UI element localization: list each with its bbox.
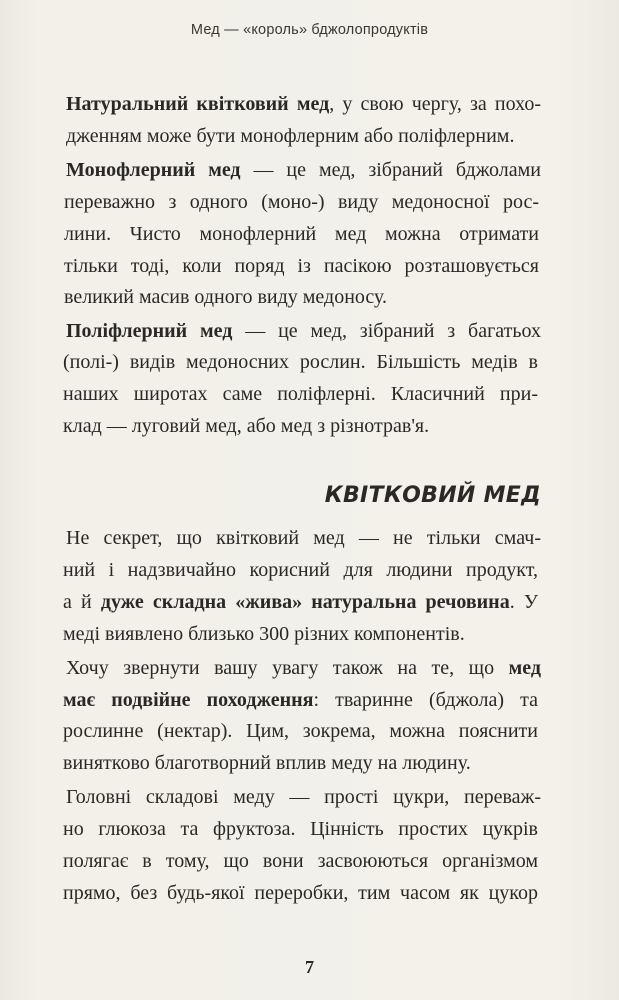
text-line [63,689,538,718]
text-line: наших широтах саме поліфлерні. Класичний при- [63,383,538,405]
text-span: — це мед, зібраний з багатьох [232,320,541,342]
text-line: Головні складові меду — прості цукри, переваж- [66,786,541,808]
text-span: Хочу звернути вашу увагу також на те, що [66,657,509,679]
text-line: переважно з одного (моно-) виду медоносної рос- [64,191,539,213]
text-line: меді виявлено близько 300 різних компонентів. [63,623,465,645]
text-span: . У [509,591,538,613]
text-line: полягає в тому, що вони засвоюються організмом [63,850,538,872]
text-line: но глюкоза та фруктоза. Цінність простих цукрів [63,818,538,840]
bold-term: дуже складна «жива» натуральна речовина [100,591,510,613]
text-line: прямо, без будь-якої переробки, тим часом як цукор [63,882,538,904]
text-span: : тваринне (бджола) та [313,689,538,711]
text-line [66,159,541,188]
text-line: Не секрет, що квітковий мед — не тільки смач- [66,527,541,549]
text-line: лини. Чисто монофлерний мед можна отримати [64,223,539,245]
text-line: клад — луговий мед, або мед з різнотрав'я. [63,415,430,437]
section-heading: КВІТКОВИЙ МЕД [324,483,541,508]
bold-term: мед [508,657,541,679]
running-head: Мед — «король» бджолопродуктів [190,22,429,38]
text-span: а й [63,591,101,613]
text-line [66,93,541,122]
text-line: ний і надзвичайно корисний для людини продукт, [63,559,538,581]
bold-term: Поліфлерний мед [66,320,233,342]
page-number: 7 [305,957,314,977]
text-span: , у свою чергу, за похо- [329,93,541,115]
text-line [63,591,538,620]
text-line: тільки тоді, коли поряд із пасікою розташовується [64,255,539,277]
text-line: винятково благотворний вплив меду на людину. [63,752,471,774]
text-line: дженням може бути монофлерним або поліфлерним. [66,125,515,147]
text-line: великий масив одного виду медоносу. [64,286,388,308]
bold-term: має подвійне походження [63,689,314,711]
text-span: — це мед, зібраний бджолами [240,159,541,181]
text-line [66,657,541,686]
text-line [66,320,541,349]
bold-term: Натуральний квітковий мед [66,93,330,115]
text-line: (полі-) видів медоносних рослин. Більшість медів в [63,351,538,373]
bold-term: Монофлерний мед [66,159,241,181]
text-line: рослинне (нектар). Цим, зокрема, можна пояснити [63,720,538,742]
